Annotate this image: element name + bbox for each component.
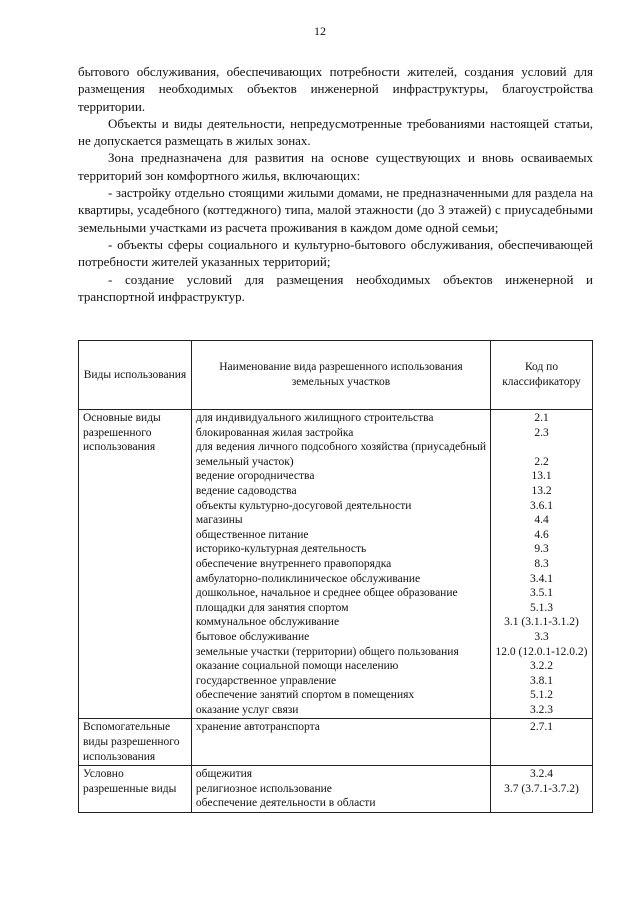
use-name: оказание социальной помощи населению <box>195 660 399 673</box>
paragraph: - застройку отдельно стоящими жилыми домами, не предназначенными для раздела на квартиры, усадебного (коттеджного) типа, малой этажности (до 3 этажей) с приусадебными земельными участками из расчета проживания в каждом доме одной семьи; <box>78 185 593 235</box>
use-code: 3.2.4 <box>530 768 554 781</box>
use-code: 4.4 <box>534 514 549 527</box>
use-code: 3.4.1 <box>530 572 554 585</box>
paragraph: бытового обслуживания, обеспечивающих потребности жителей, создания условий для размещения необходимых объектов инженерной инфраструктуры, благоустройства территории. <box>78 64 593 114</box>
use-code: 2.2 <box>534 455 549 468</box>
use-name: ведение садоводства <box>195 484 297 497</box>
use-code: 13.2 <box>531 484 552 497</box>
group-label-cell <box>79 410 192 719</box>
codes-cell <box>491 410 593 719</box>
use-code: 5.1.2 <box>530 689 554 702</box>
use-name: земельные участки (территории) общего пользования <box>195 645 459 658</box>
group-label: Основные виды разрешенного использования <box>83 412 161 454</box>
use-code: 8.3 <box>534 557 549 570</box>
land-use-table <box>78 340 593 813</box>
header-use-name: Наименование вида разрешенного использования земельных участков <box>191 341 490 410</box>
use-name: религиозное использование <box>195 782 332 795</box>
use-code: 2.1 <box>534 412 549 424</box>
use-name: государственное управление <box>195 674 337 687</box>
use-name: общежития <box>195 768 253 781</box>
use-name: ведение огородничества <box>195 470 315 483</box>
codes-cell <box>491 719 593 766</box>
header-code: Код по классификатору <box>491 341 593 410</box>
paragraph: - объекты сферы социального и культурно-бытового обслуживания, обеспечивающей потребности жителей указанных территорий; <box>78 236 593 270</box>
use-name: амбулаторно-поликлиническое обслуживание <box>195 572 421 585</box>
use-code: 3.3 <box>534 630 549 643</box>
use-code: 2.3 <box>534 426 549 439</box>
group-label-cell <box>79 719 192 766</box>
use-name: магазины <box>195 514 243 527</box>
use-code: 3.2.3 <box>530 703 554 716</box>
table-header-row <box>79 341 593 410</box>
use-code: 13.1 <box>531 470 552 483</box>
group-label: Условно разрешенные виды <box>83 768 177 795</box>
use-name: общественное питание <box>195 528 309 541</box>
use-code: 5.1.3 <box>530 601 554 614</box>
table-row <box>79 766 593 813</box>
use-name: хранение автотранспорта <box>195 721 320 734</box>
use-name: для индивидуального жилищного строительства <box>195 412 434 424</box>
use-code: 3.6.1 <box>530 499 554 512</box>
use-code: 2.7.1 <box>530 721 554 734</box>
use-name: оказание услуг связи <box>195 703 299 716</box>
use-name: историко-культурная деятельность <box>195 543 367 556</box>
use-name: площадки для занятия спортом <box>195 601 349 614</box>
use-name: обеспечение внутреннего правопорядка <box>195 557 392 570</box>
use-name: обеспечение занятий спортом в помещениях <box>195 689 415 702</box>
paragraph: - создание условий для размещения необходимых объектов инженерной и транспортной инфраструктур. <box>78 271 593 304</box>
use-name: для ведения личного подсобного хозяйства (приусадебный земельный участок) <box>195 441 487 468</box>
use-name: обеспечение деятельности в области <box>195 797 376 810</box>
use-name: объекты культурно-досуговой деятельности <box>195 499 412 512</box>
table-row <box>79 410 593 719</box>
paragraph: Зона предназначена для развития на основе существующих и вновь осваиваемых территорий зон комфортного жилья, включающих: <box>78 150 593 183</box>
group-label-cell <box>79 766 192 813</box>
use-code: 3.2.2 <box>530 660 554 673</box>
paragraph: Объекты и виды деятельности, непредусмотренные требованиями настоящей статьи, не допускается размещать в жилых зонах. <box>78 115 593 149</box>
use-code: 9.3 <box>534 543 549 556</box>
use-names-cell <box>191 766 490 813</box>
table-row <box>79 719 593 766</box>
use-name: коммунальное обслуживание <box>195 616 340 629</box>
body-text <box>78 63 593 305</box>
use-code: 3.8.1 <box>530 674 554 687</box>
use-names-cell <box>191 719 490 766</box>
use-code: 4.6 <box>534 528 549 541</box>
use-code: 3.1 (3.1.1-3.1.2) <box>504 616 579 629</box>
use-name: дошкольное, начальное и среднее общее образование <box>195 587 458 600</box>
use-name: бытовое обслуживание <box>195 630 310 643</box>
use-code: 3.5.1 <box>530 587 554 600</box>
group-label: Вспомогательные виды разрешенного использования <box>83 721 180 763</box>
use-names-cell <box>191 410 490 719</box>
use-code: 3.7 (3.7.1-3.7.2) <box>504 782 579 795</box>
use-name: блокированная жилая застройка <box>195 426 354 439</box>
use-code: 12.0 (12.0.1-12.0.2) <box>495 645 588 658</box>
header-use-types: Виды использования <box>79 341 192 410</box>
codes-cell <box>491 766 593 813</box>
page-number: 12 <box>314 24 326 38</box>
